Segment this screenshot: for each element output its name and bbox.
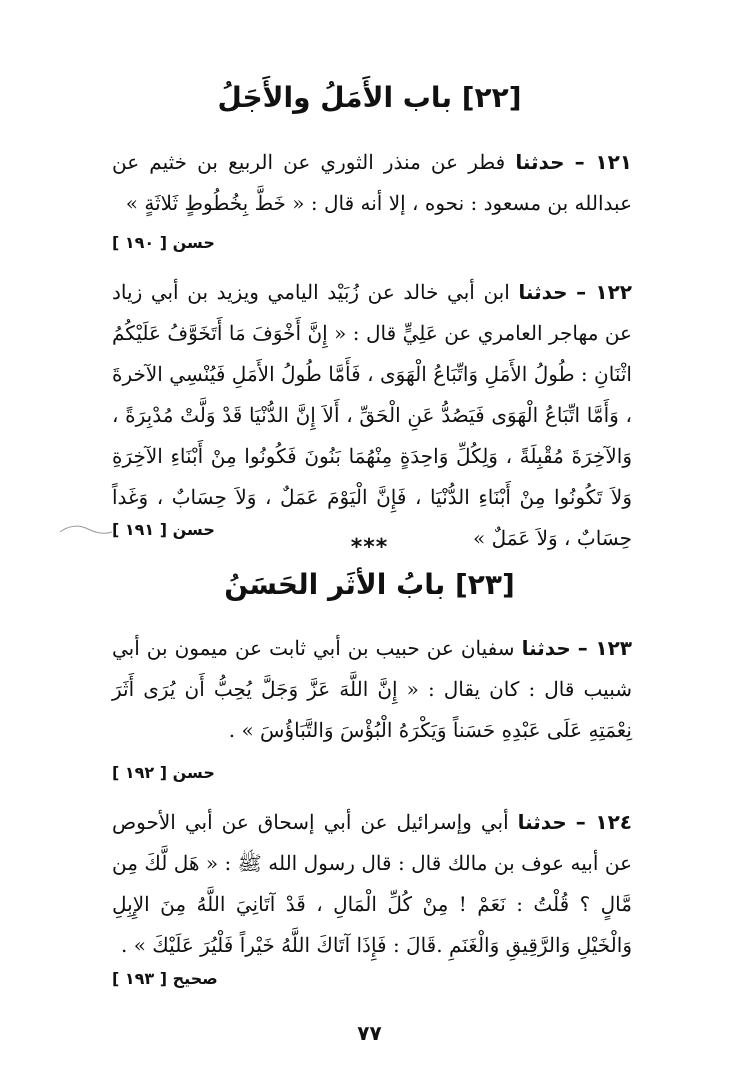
hadith-123-text: سفيان عن حبيب بن أبي ثابت عن ميمون بن أبي شبيب قال : كان يقال : « إِنَّ اللَّهَ عَزَّ وَجَلَّ يُحِبُّ أَن يُرَى أَثَرَ نِعْمَتِهِ عَلَى عَبْدِهِ حَسَناً وَيَكْرَهُ الْبُؤْسَ وَالتَّبَاؤُسَ » . [112,636,632,742]
hadith-123 [112,628,632,751]
chapter-23-title: [٢٣] بابُ الأثَر الحَسَنُ [224,568,515,601]
hadith-124-text: أبي وإسرائيل عن أبي إسحاق عن أبي الأحوص عن أبيه عوف بن مالك قال : قال رسول الله ﷺ : « هَل لَّكَ مِن مَّالٍ ؟ قُلْتُ : نَعَمْ ! مِنْ كُلِّ الْمَالِ ، قَدْ آتَانِيَ اللَّهُ مِنَ الإِبِلِ وَالْخَيْلِ وَالرَّقِيقِ وَالْغَنَمِ .قَالَ : فَإِذَا آتَاكَ اللَّهُ خَيْراً فَلْيُرَ عَلَيْكَ » . [112,810,632,957]
hadith-124-paragraph [112,802,632,966]
hadith-124-number: ١٢٤ – [575,810,633,834]
hadith-123-paragraph [112,628,632,751]
hadith-122-text: ابن أبي خالد عن زُبَيْد اليامي ويزيد بن أبي زياد عن مهاجر العامري عن عَلِيٍّ قال : « إِنَّ أَخْوَفَ مَا أَتَخَوَّفُ عَلَيْكُمُ اثْنَانِ : طُولُ الأَمَلِ وَاتِّبَاعُ الْهَوَى ، فَأَمَّا طُولُ الأَمَلِ فَيُنْسِي الآخرةَ ، وَأَمَّا اتِّبَاعُ الْهَوَى فَيَصُدُّ عَنِ الْحَقِّ ، أَلاَ إِنَّ الدُّنْيَا قَدْ وَلَّتْ مُدْبِرَةً ، وَالآخِرَةَ مُقْبِلَةً ، وَلِكُلِّ وَاحِدَةٍ مِنْهُمَا بَنُونَ فَكُونُوا مِنْ أَبْنَاءِ الآخِرَةِ وَلاَ تَكُونُوا مِنْ أَبْنَاءِ الدُّنْيَا ، فَإِنَّ الْيَوْمَ عَمَلٌ ، وَلاَ حِسَابٌ ، وَغَداً حِسَابٌ ، وَلاَ عَمَلٌ » [112,280,632,550]
hadith-122 [112,272,632,559]
hadith-123-haddathana: حدثنا [521,636,571,660]
hadith-121 [112,142,632,224]
hadith-124-haddathana: حدثنا [517,810,567,834]
hadith-123-number: ١٢٣ – [577,636,632,660]
hadith-121-grade: حسن [ ١٩٠ ] [112,233,215,252]
chapter-22-title: [٢٢] باب الأَمَلُ والأَجَلُ [217,81,522,114]
hadith-122-grade: حسن [ ١٩١ ] [112,520,215,539]
section-separator: *** [350,535,389,560]
hadith-122-paragraph [112,272,632,559]
hadith-124-grade: صحيح [ ١٩٣ ] [112,969,218,988]
page-number: ٧٧ [357,1021,382,1045]
hadith-121-paragraph [112,142,632,224]
hadith-121-haddathana: حدثنا [515,150,565,174]
hadith-121-number: ١٢١ – [574,150,632,174]
hadith-122-number: ١٢٢ – [576,280,633,304]
hadith-124 [112,802,632,966]
hadith-122-haddathana: حدثنا [518,280,568,304]
hadith-123-grade: حسن [ ١٩٢ ] [112,763,215,782]
hadith-121-text: فطر عن منذر الثوري عن الربيع بن خثيم عن عبدالله بن مسعود : نحوه ، إلا أنه قال : « خَطَّ بِخُطُوطٍ ثَلاثَةٍ » [112,150,632,215]
